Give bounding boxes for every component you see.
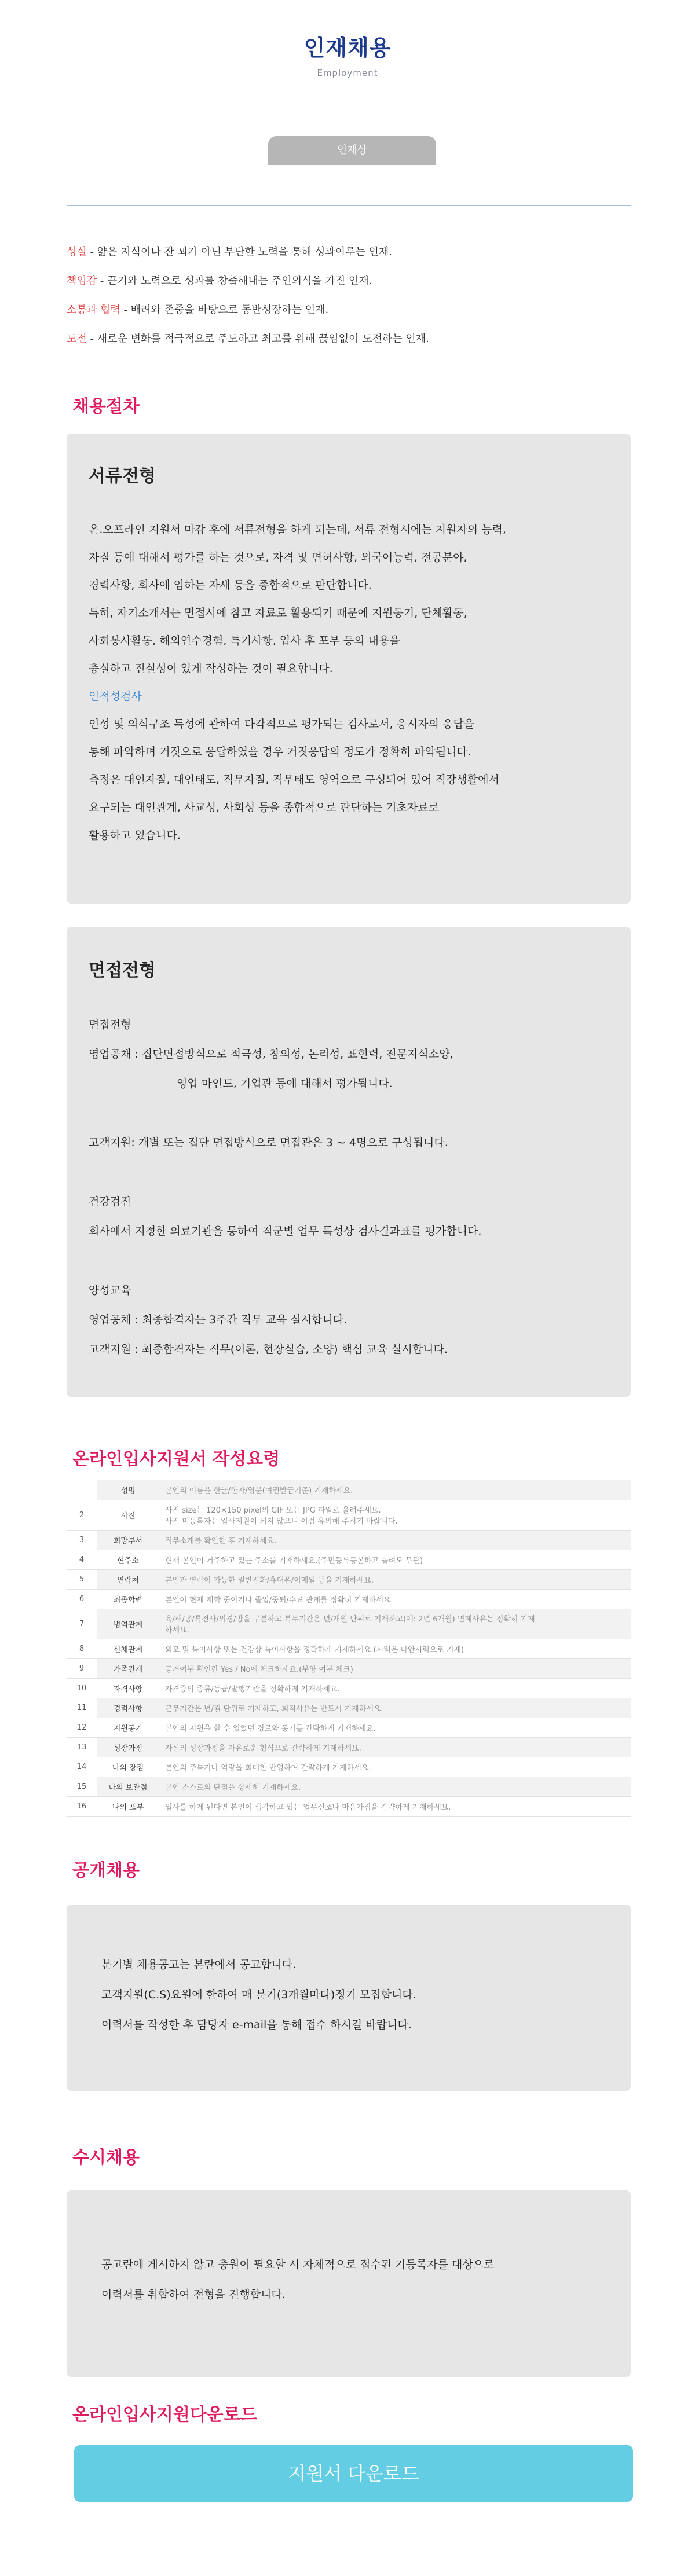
guide-row-description-line: 자격증의 종류/등급/발행기관을 정확하게 기재하세요.: [165, 1685, 340, 1694]
guide-row-description-line: 사진 size는 120×150 pixel의 GIF 또는 JPG 파일로 올려주세요.: [165, 1506, 381, 1515]
guide-row-description-line: 외모 및 특이사항 또는 건강상 특이사항을 정확하게 기재하세요.(시력은 나안시력으로 기재): [165, 1645, 464, 1654]
guide-row-description-line: 현재 본인이 거주하고 있는 주소를 기재하세요.(주민등록등본하고 틀려도 무관): [165, 1556, 423, 1565]
guide-row: [67, 1550, 631, 1569]
guide-row-description: [159, 1718, 631, 1737]
training-sales-line: 영업공채 : 최종합격자는 3주간 직무 교육 실시합니다.: [89, 1313, 348, 1326]
guide-row: [67, 1658, 631, 1678]
rolling-recruit-box: [67, 2190, 631, 2377]
guide-row-label: 나의 장점: [97, 1757, 159, 1777]
guide-row: [67, 1718, 631, 1737]
guide-row-label: 희망부서: [97, 1530, 159, 1550]
guide-row: [67, 1639, 631, 1658]
guide-row-label: 나의 보완점: [97, 1777, 159, 1796]
page-header: [0, 0, 695, 78]
guide-row-description: [159, 1550, 631, 1569]
guide-row-number: 9: [67, 1658, 97, 1678]
guide-row: [67, 1698, 631, 1718]
guide-row-description: [159, 1609, 631, 1639]
talent-key: 도전: [67, 333, 87, 345]
guide-row-description-line: 입사를 하게 된다면 본인이 생각하고 있는 업무신조나 마음가짐을 간략하게 기재하세요.: [165, 1803, 451, 1812]
talent-desc: - 배려와 존중을 바탕으로 동반성장하는 인재.: [120, 304, 329, 316]
guide-row-description: [159, 1678, 631, 1698]
aptitude-line: 활용하고 있습니다.: [89, 829, 181, 842]
guide-heading: 온라인입사지원서 작성요령: [72, 1449, 280, 1469]
training-cs-line: 고객지원 : 최종합격자는 직무(이론, 현장실습, 소양) 핵심 교육 실시합니다.: [89, 1343, 448, 1356]
guide-row: [67, 1569, 631, 1589]
guide-row-number: 4: [67, 1550, 97, 1569]
interview-cs-line: 고객지원: 개별 또는 집단 면접방식으로 면접관은 3 ~ 4명으로 구성됩니다.: [89, 1136, 448, 1149]
guide-row-description-line: 사진 미등록자는 입사지원이 되지 않으니 이점 유의해 주시기 바랍니다.: [165, 1517, 398, 1526]
guide-row-description-line: 육/해/공/특전사/의경/방을 구분하고 복무기간은 년/개월 단위로 기재하고(예: 2년 6개월) 면제사유는 정확히 기재: [165, 1615, 535, 1624]
guide-row-label: 최종학력: [97, 1589, 159, 1609]
open-recruit-box: [67, 1905, 631, 2091]
guide-row-description: [159, 1530, 631, 1550]
guide-row-label: 지원동기: [97, 1718, 159, 1737]
guide-row: [67, 1480, 631, 1500]
guide-row-description: [159, 1589, 631, 1609]
guide-row-description-line: 하세요.: [165, 1626, 189, 1635]
procedure-heading: 채용절차: [72, 397, 140, 417]
rolling-recruit-line: 이력서를 취합하여 전형을 진행합니다.: [101, 2288, 286, 2301]
document-screening-body: [89, 516, 631, 849]
guide-row-label: 연락처: [97, 1569, 159, 1589]
guide-row-label: 성명: [97, 1480, 159, 1500]
guide-row-label: 병역관계: [97, 1609, 159, 1639]
guide-row-description: [159, 1796, 631, 1816]
guide-row-number: 11: [67, 1698, 97, 1718]
document-line: 사회봉사활동, 해외연수경험, 특기사항, 입사 후 포부 등의 내용을: [89, 634, 400, 647]
guide-row-label: 경력사항: [97, 1698, 159, 1718]
guide-row-number: 6: [67, 1589, 97, 1609]
guide-row: [67, 1589, 631, 1609]
guide-row-number: 15: [67, 1777, 97, 1796]
guide-row-number: 2: [67, 1500, 97, 1530]
aptitude-test-label: 인적성검사: [89, 690, 142, 703]
interview-title: 면접전형: [89, 960, 156, 981]
document-line: 온.오프라인 지원서 마감 후에 서류전형을 하게 되는데, 서류 전형시에는 지원자의 능력,: [89, 523, 506, 536]
guide-row-description-line: 본인 스스로의 단점을 상세히 기재하세요.: [165, 1783, 301, 1792]
health-check-label: 건강검진: [89, 1195, 131, 1208]
guide-row-number: 13: [67, 1737, 97, 1757]
health-check-line: 회사에서 지정한 의료기관을 통하여 직군별 업무 특성상 검사결과표를 평가합니다.: [89, 1225, 482, 1238]
guide-row: [67, 1737, 631, 1757]
tab-bar: [0, 136, 695, 206]
guide-row-description: [159, 1500, 631, 1530]
guide-row-number: [67, 1480, 97, 1500]
guide-row-number: 3: [67, 1530, 97, 1550]
aptitude-line: 인성 및 의식구조 특성에 관하여 다각적으로 평가되는 검사로서, 응시자의 응답을: [89, 718, 475, 731]
document-line: 경력사항, 회사에 임하는 자세 등을 종합적으로 판단합니다.: [89, 579, 372, 592]
talent-item: [67, 303, 695, 332]
guide-row-description-line: 근무기간은 년/월 단위로 기재하고, 퇴직사유는 반드시 기재하세요.: [165, 1704, 383, 1713]
guide-row-description: [159, 1658, 631, 1678]
guide-row-description-line: 본인의 주특기나 역량을 회대한 반영하여 간략하게 기재하세요.: [165, 1763, 371, 1773]
guide-row-description: [159, 1569, 631, 1589]
guide-row-description-line: 본인과 연락이 가능한 일반전화/휴대폰/이메일 등을 기재하세요.: [165, 1576, 374, 1585]
interview-sales-line-cont: 영업 마인드, 기업관 등에 대해서 평가됩니다.: [177, 1077, 393, 1090]
interview-box: [67, 927, 631, 1397]
aptitude-line: 요구되는 대인관계, 사교성, 사회성 등을 종합적으로 판단하는 기초자료로: [89, 801, 439, 814]
guide-row-label: 현주소: [97, 1550, 159, 1569]
guide-row: [67, 1530, 631, 1550]
open-recruit-heading: 공개채용: [72, 1860, 140, 1881]
guide-row-label: 자격사항: [97, 1678, 159, 1698]
document-screening-box: [67, 434, 631, 904]
interview-sales-line: 영업공채 : 집단면접방식으로 적극성, 창의성, 논리성, 표현력, 전문지식소양,: [89, 1048, 453, 1061]
guide-row: [67, 1678, 631, 1698]
talent-key: 소통과 협력: [67, 304, 120, 316]
download-heading: 온라인입사지원다운로드: [72, 2404, 257, 2425]
interview-label: 면접전형: [89, 1018, 131, 1031]
talent-item: [67, 274, 695, 303]
guide-row-description-line: 본인의 지원을 할 수 있었던 경로와 동기를 간략하게 기재하세요.: [165, 1724, 376, 1733]
guide-row-number: 16: [67, 1796, 97, 1816]
talent-item: [67, 332, 695, 361]
guide-row-label: 신체관계: [97, 1639, 159, 1658]
document-line: 충실하고 진실성이 있게 작성하는 것이 필요합니다.: [89, 662, 333, 675]
tab-divider: [67, 205, 631, 206]
rolling-recruit-heading: 수시채용: [72, 2147, 140, 2168]
guide-row-description-line: 자신의 성장과정을 자유로운 형식으로 간략하게 기재하세요.: [165, 1744, 361, 1753]
guide-row: [67, 1609, 631, 1639]
guide-row-description-line: 직무소개를 확인한 후 기재하세요.: [165, 1536, 277, 1546]
guide-row-description-line: 동거여부 확인란 Yes / No에 체크하세요.(부양 여부 체크): [165, 1665, 353, 1674]
rolling-recruit-line: 공고란에 게시하지 않고 충원이 필요할 시 자체적으로 접수된 기등록자를 대상으로: [101, 2258, 495, 2271]
tab-talent[interactable]: 인재상: [268, 136, 436, 165]
guide-row-number: 10: [67, 1678, 97, 1698]
guide-row-description-line: 본인이 현재 재학 중이거나 졸업/중퇴/수료 관계를 정확히 기재하세요.: [165, 1595, 393, 1605]
open-recruit-line: 이력서를 작성한 후 담당자 e-mail을 통해 접수 하시길 바랍니다.: [101, 2018, 412, 2031]
aptitude-line: 측정은 대인자질, 대인태도, 직무자질, 직무태도 영역으로 구성되어 있어 직장생활에서: [89, 773, 499, 786]
guide-row-number: 14: [67, 1757, 97, 1777]
guide-row: [67, 1796, 631, 1816]
document-line: 특히, 자기소개서는 면접시에 참고 자료로 활용되기 때문에 지원동기, 단체활동,: [89, 607, 467, 619]
guide-row: [67, 1500, 631, 1530]
guide-row-label: 성장과정: [97, 1737, 159, 1757]
document-screening-title: 서류전형: [89, 466, 156, 486]
guide-row-description: [159, 1737, 631, 1757]
guide-row-label: 나의 포부: [97, 1796, 159, 1816]
aptitude-line: 통해 파악하며 거짓으로 응답하였을 경우 거짓응답의 정도가 정확히 파악됩니다.: [89, 746, 471, 758]
guide-row-description: [159, 1639, 631, 1658]
guide-row-description: [159, 1698, 631, 1718]
talent-list: [0, 245, 695, 361]
guide-row-number: 8: [67, 1639, 97, 1658]
open-recruit-line: 분기별 채용공고는 본란에서 공고합니다.: [101, 1958, 297, 1971]
guide-row-description: [159, 1757, 631, 1777]
talent-desc: - 끈기와 노력으로 성과를 창출해내는 주인의식을 가진 인재.: [97, 275, 372, 287]
talent-key: 책임감: [67, 275, 97, 287]
guide-row-label: 가족관계: [97, 1658, 159, 1678]
guide-row-description: [159, 1480, 631, 1500]
guide-row-number: 5: [67, 1569, 97, 1589]
guide-row: [67, 1777, 631, 1796]
guide-row: [67, 1757, 631, 1777]
download-application-button[interactable]: 지원서 다운로드: [74, 2445, 633, 2502]
page-title: 인재채용: [303, 35, 392, 61]
training-label: 양성교육: [89, 1284, 131, 1297]
guide-row-description-line: 본인의 이름을 한글/한자/영문(여권발급기준) 기재하세요.: [165, 1487, 353, 1496]
document-line: 자질 등에 대해서 평가를 하는 것으로, 자격 및 면허사항, 외국어능력, 전공분야,: [89, 551, 467, 564]
interview-body: [89, 1010, 631, 1364]
guide-table: [67, 1480, 631, 1817]
talent-item: [67, 245, 695, 274]
guide-row-description: [159, 1777, 631, 1796]
talent-desc: - 새로운 변화를 적극적으로 주도하고 최고를 위해 끊임없이 도전하는 인재.: [86, 333, 429, 345]
guide-row-label: 사진: [97, 1500, 159, 1530]
guide-row-number: 7: [67, 1609, 97, 1639]
talent-desc: - 얇은 지식이나 잔 꾀가 아닌 부단한 노력을 통해 성과이루는 인재.: [86, 246, 393, 258]
guide-row-number: 12: [67, 1718, 97, 1737]
page-subtitle: Employment: [317, 68, 378, 78]
talent-key: 성실: [67, 246, 87, 258]
open-recruit-line: 고객지원(C.S)요원에 한하여 매 분기(3개월마다)정기 모집합니다.: [101, 1988, 416, 2001]
